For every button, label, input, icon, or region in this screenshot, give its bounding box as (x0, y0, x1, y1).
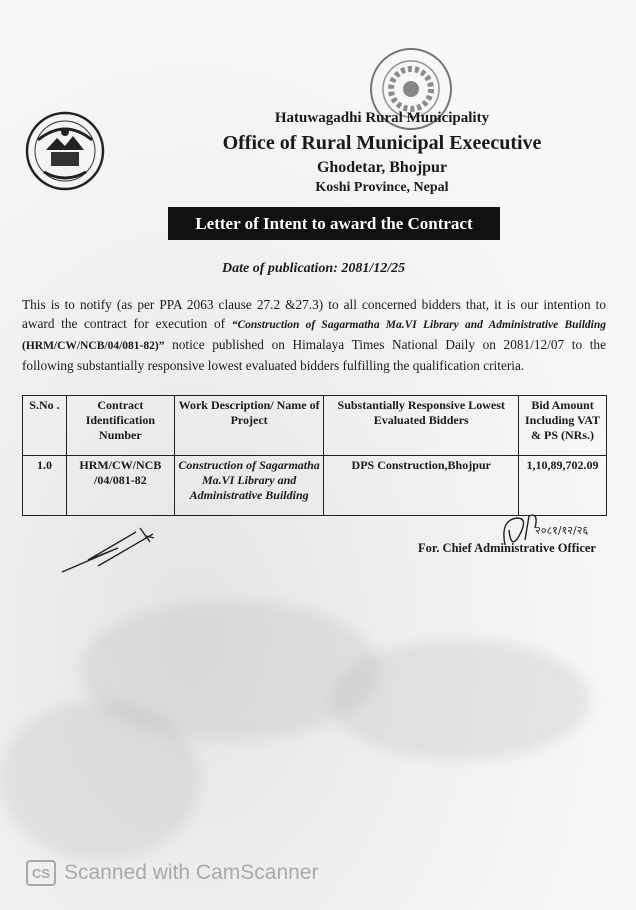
header-bidder: Substantially Responsive Lowest Evaluated Bidders (324, 396, 519, 456)
cell-sno: 1.0 (23, 456, 67, 516)
cell-work-description: Construction of Sagarmatha Ma.VI Library and Administrative Building (174, 456, 324, 516)
notice-paragraph (22, 295, 606, 375)
camscanner-watermark (26, 860, 318, 886)
table-row (23, 456, 607, 516)
signatory-title: For. Chief Administrative Officer (418, 541, 596, 555)
publication-date: Date of publication: 2081/12/25 (222, 261, 406, 276)
notice-text-intro: This is to notify (as per PPA 2063 clause 27.2 &27.3) to all concerned bidders that, it is our intention to award the contract for execution of (22, 297, 606, 331)
municipality-name: Hatuwagadhi Rural Municipality (274, 110, 490, 126)
office-location: Ghodetar, Bhojpur (316, 159, 448, 176)
notice-text-rest: notice published on Himalaya Times National Daily on 2081/12/07 to the following substantially responsive lowest evaluated bidders fulfilling the qualification criteria. (22, 337, 606, 373)
contract-table (22, 395, 607, 516)
header-sno: S.No . (23, 396, 67, 456)
notice-reference: (HRM/CW/NCB/04/081-82)” (22, 340, 165, 352)
handwritten-date: २०८१/१२/२६ (535, 524, 589, 537)
province-name: Koshi Province, Nepal (315, 180, 449, 195)
watermark-text: Scanned with CamScanner (64, 861, 319, 884)
cell-bidder: DPS Construction,Bhojpur (324, 456, 519, 516)
office-name: Office of Rural Municipal Exeecutive (222, 132, 542, 154)
camscanner-logo-icon: CS (26, 860, 56, 886)
header-bid-amount: Bid Amount Including VAT & PS (NRs.) (519, 396, 607, 456)
table-header-row (23, 396, 607, 456)
handwritten-signature-left (58, 520, 168, 580)
header-work-description: Work Description/ Name of Project (174, 396, 324, 456)
header-contract-id: Contract Identification Number (66, 396, 174, 456)
document-title-banner: Letter of Intent to award the Contract (168, 207, 500, 240)
notice-project-name: “Construction of Sagarmatha Ma.VI Library and Administrative Building (231, 319, 606, 331)
cell-bid-amount: 1,10,89,702.09 (519, 456, 607, 516)
cell-contract-id: HRM/CW/NCB /04/081-82 (66, 456, 174, 516)
